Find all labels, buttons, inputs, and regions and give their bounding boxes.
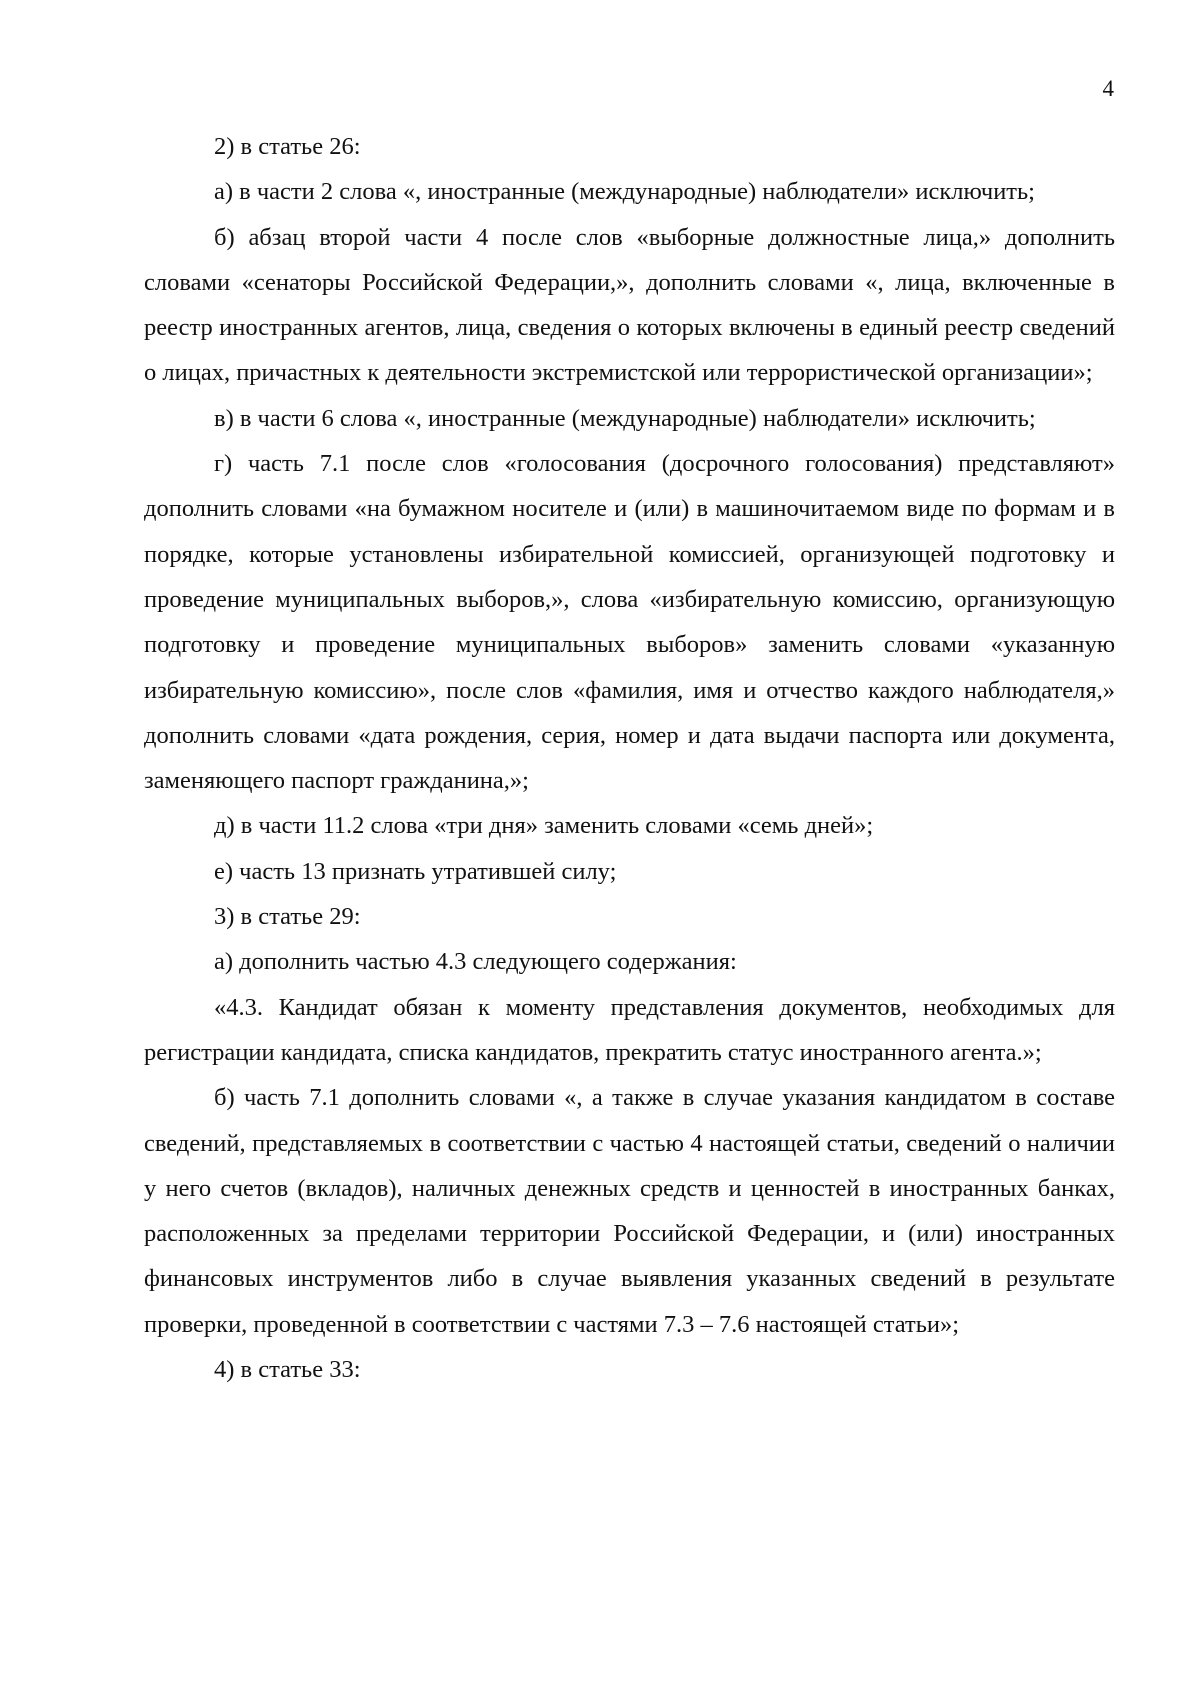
paragraph-29-a: а) дополнить частью 4.3 следующего содержания: (214, 948, 737, 976)
paragraph-29-b: б) часть 7.1 дополнить словами «, а также в случае указания кандидатом в составе сведений, представляемых в соответствии с частью 4 настоящей статьи, сведений о наличии у него счетов (вкладов), наличных денежных средств и ценностей в иностранных банках, расположенных за пределами территории Российской Федерации, и (или) иностранных финансовых инструментов либо в случае выявления указанных сведений в результате проверки, проведенной в соответствии с частями 7.3 – 7.6 настоящей статьи»; (144, 1084, 1115, 1338)
paragraph-29-quote-4-3: «4.3. Кандидат обязан к моменту представления документов, необходимых для регистрации кандидата, списка кандидатов, прекратить статус иностранного агента.»; (144, 993, 1115, 1066)
page-number: 4 (1102, 76, 1114, 101)
paragraph-article-26: 2) в статье 26: (214, 133, 361, 160)
paragraph-26-d: д) в части 11.2 слова «три дня» заменить словами «семь дней»; (214, 812, 874, 840)
paragraph-26-b: б) абзац второй части 4 после слов «выборные должностные лица,» дополнить словами «сенаторы Российской Федерации,», дополнить словами «, лица, включенные в реестр иностранных агентов, лица, сведения о которых включены в единый реестр сведений о лицах, причастных к деятельности экстремистской или террористической организации»; (144, 223, 1115, 387)
paragraph-26-g: г) часть 7.1 после слов «голосования (досрочного голосования) представляют» дополнить словами «на бумажном носителе и (или) в машиночитаемом виде по формам и в порядке, которые установлены избирательной комиссией, организующей подготовку и проведение муниципальных выборов,», слова «избирательную комиссию, организующую подготовку и проведение муниципальных выборов» заменить словами «указанную избирательную комиссию», после слов «фамилия, имя и отчество каждого наблюдателя,» дополнить словами «дата рождения, серия, номер и дата выдачи паспорта или документа, заменяющего паспорт гражданина,»; (144, 450, 1115, 795)
paragraph-article-29: 3) в статье 29: (214, 903, 361, 931)
paragraph-article-33: 4) в статье 33: (214, 1356, 361, 1384)
paragraph-26-v: в) в части 6 слова «, иностранные (международные) наблюдатели» исключить; (214, 404, 1036, 432)
document-body (144, 124, 1115, 1392)
paragraph-26-a: а) в части 2 слова «, иностранные (международные) наблюдатели» исключить; (214, 178, 1035, 206)
paragraph-26-e: е) часть 13 признать утратившей силу; (214, 857, 617, 885)
